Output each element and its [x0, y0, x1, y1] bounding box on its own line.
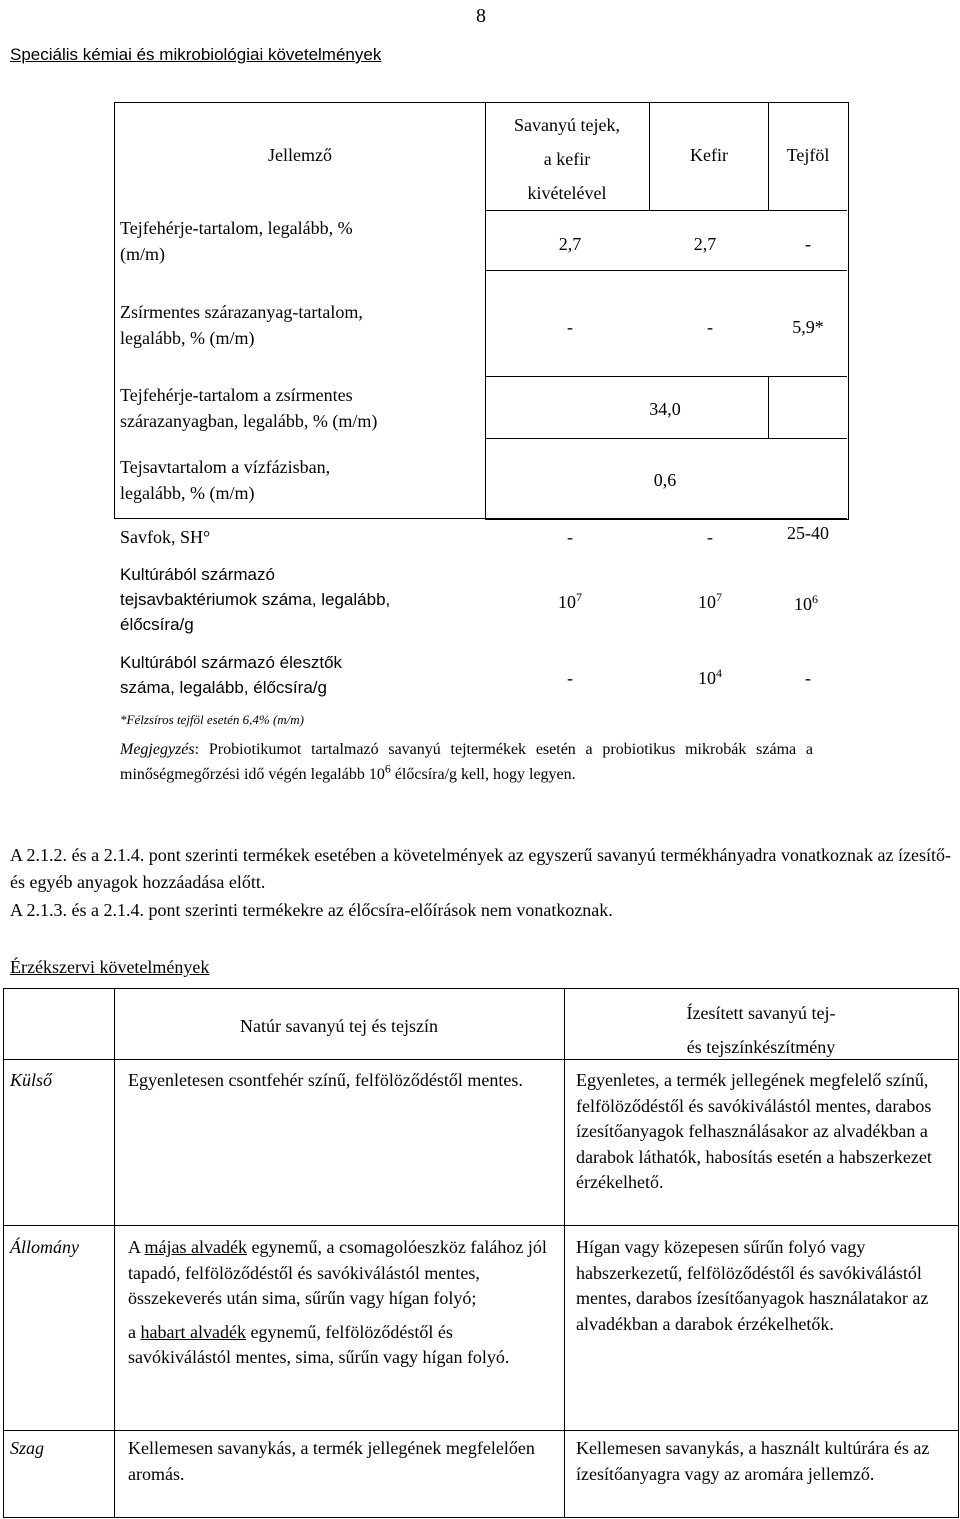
row7-c3: -: [805, 668, 811, 688]
row-label-lactic: Tejsavtartalom a vízfázisban, legalább, % (m/m): [120, 457, 331, 503]
row-label-allomany: Állomány: [10, 1237, 79, 1257]
row2-c3: 5,9*: [792, 317, 824, 337]
kulso-col1: Egyenletesen csontfehér színű, felfölöződéstől mentes.: [128, 1070, 523, 1090]
header-jellemzo: Jellemző: [268, 145, 332, 165]
allomany-col1: [128, 1235, 558, 1371]
szag-col2: Kellemesen savanykás, a használt kultúrára és az ízesítőanyagra vagy az aromára jellemző.: [576, 1438, 930, 1484]
row7-c1: -: [567, 668, 573, 688]
row4-merged: 0,6: [653, 470, 677, 490]
row1-c2: 2,7: [693, 234, 717, 254]
row2-c1: -: [567, 317, 573, 337]
row-label-szag: Szag: [10, 1438, 45, 1458]
footnote: *Félzsíros tejföl esetén 6,4% (m/m): [120, 712, 305, 727]
row5-c3: 25-40: [787, 523, 829, 543]
row-label-protein-dry: Tejfehérje-tartalom a zsírmentes szárazanyagban, legalább, % (m/m): [120, 385, 378, 431]
row5-c1: -: [567, 527, 573, 547]
paragraph-2: A 2.1.3. és a 2.1.4. pont szerinti termékekre az élőcsíra-előírások nem vonatkoznak.: [10, 900, 613, 920]
row-label-savfok: Savfok, SH°: [120, 527, 211, 547]
row1-c3: -: [805, 234, 811, 254]
sensory-header-natur: Natúr savanyú tej és tejszín: [240, 1016, 438, 1036]
sensory-section-title: Érzékszervi követelmények: [10, 957, 210, 977]
header-col3: Tejföl: [786, 145, 830, 165]
kulso-col2: Egyenletes, a termék jellegének megfelelő színű, felfölöződéstől és savókiválástól mentes, darabos ízesítőanyagok felhasználásakor az alvadékban a darabok láthatók, habosítás esetén a habszerkezet érzékelhető.: [576, 1070, 932, 1193]
szag-col1: Kellemesen savanykás, a termék jellegének megfelelően aromás.: [128, 1438, 535, 1484]
allomany-col2: Hígan vagy közepesen sűrűn folyó vagy habszerkezetű, felfölöződéstől és savókiválástól mentes, darabos ízesítőanyagok használatakor az alvadékban a darabok érzékelhetők.: [576, 1237, 929, 1334]
row1-c1: 2,7: [558, 234, 582, 254]
allomany-col1-habart: a habart alvadék egynemű, felfölöződéstől és savókiválástól mentes, sima, sűrűn vagy hígan folyó.: [128, 1321, 510, 1368]
row-label-kulso: Külső: [10, 1070, 53, 1090]
note: Megjegyzés: Probiotikumot tartalmazó savanyú tejtermékek esetén a probiotikus mikrobák száma a minőségmegőrzési idő végén legalább $10^6$ élőcsíra/g kell, hogy legyen.: [120, 741, 813, 783]
row6-c3: $10^6$: [794, 592, 818, 614]
row7-c2: $10^4$: [698, 666, 722, 688]
header-col2: Kefir: [690, 145, 728, 165]
row6-c1: $10^7$: [558, 590, 582, 612]
chem-section-title: Speciális kémiai és mikrobiológiai követelmények: [10, 45, 382, 64]
row-label-bacteria: Kultúrából származó tejsavbaktériumok száma, legalább, élőcsíra/g: [120, 565, 391, 634]
row5-c2: -: [707, 527, 713, 547]
row2-c2: -: [707, 317, 713, 337]
row-label-zsirmentes: Zsírmentes szárazanyag-tartalom, legalább, % (m/m): [120, 302, 363, 348]
page-number: 8: [476, 5, 486, 27]
row6-c2: $10^7$: [698, 590, 722, 612]
paragraph-1: A 2.1.2. és a 2.1.4. pont szerinti termékek esetében a követelmények az egyszerű savanyú termékhányadra vonatkoznak az ízesítő- és egyéb anyagok hozzáadása előtt.: [10, 845, 951, 892]
row3-merged: 34,0: [649, 399, 681, 419]
sensory-header-izesitett: Ízesített savanyú tej- és tejszínkészítmény: [686, 1003, 836, 1058]
header-col1: Savanyú tejek, a kefir kivételével: [514, 115, 620, 204]
allomany-col1-majas: A májas alvadék egynemű, a csomagolóeszköz falához jól tapadó, felfölöződéstől és savókiválástól mentes, összekeverés után sima, sűrűn vagy hígan folyó;: [128, 1237, 547, 1309]
row-label-yeast: Kultúrából származó élesztők száma, legalább, élőcsíra/g: [120, 653, 343, 697]
row-label-protein: Tejfehérje-tartalom, legalább, % (m/m): [120, 218, 353, 264]
